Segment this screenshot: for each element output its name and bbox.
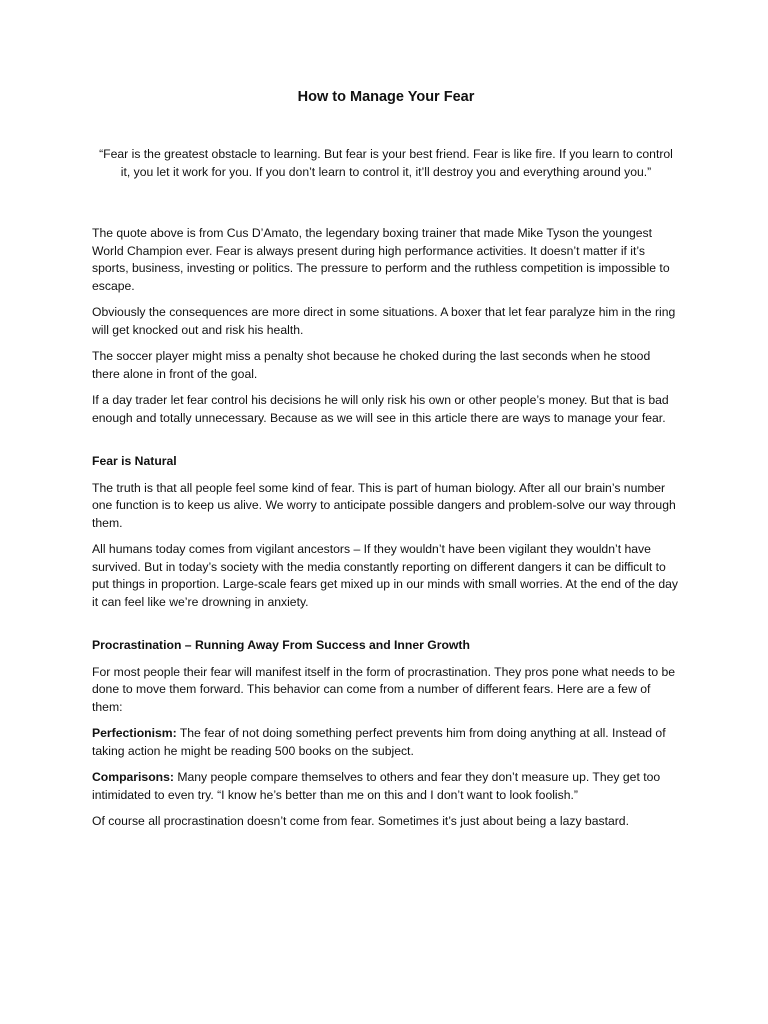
intro-paragraph-4: If a day trader let fear control his decisions he will only risk his own or other people’s money. But that is bad enough and totally unnecessary. Because as we will see in this article there are ways to manage your fear. [92,393,669,425]
section-heading-fear-is-natural: Fear is Natural [92,454,177,468]
section-heading-procrastination: Procrastination – Running Away From Success and Inner Growth [92,638,470,652]
fear-natural-paragraph-2: All humans today comes from vigilant ancestors – If they wouldn’t have been vigilant they wouldn’t have survived. But in today’s society with the media constantly reporting on different dangers it can be difficult to put things in proportion. Large-scale fears get mixed up in our minds with small worries. At the end of the day it can feel like we’re drowning in anxiety. [92,542,678,609]
comparisons-term: Comparisons: [92,770,174,784]
opening-quote: “Fear is the greatest obstacle to learning. But fear is your best friend. Fear is like fire. If you learn to control it, you let it work for you. If you don’t learn to control it, it’ll destroy you and everything around you.” [99,147,673,179]
perfectionism-paragraph [92,725,680,760]
comparisons-text: Many people compare themselves to others and fear they don’t measure up. They get too intimidated to even try. “I know he’s better than me on this and I don’t want to look foolish.” [92,770,661,802]
fear-natural-paragraph-1: The truth is that all people feel some kind of fear. This is part of human biology. After all our brain’s number one function is to keep us alive. We worry to anticipate possible dangers and problem-solve our way through them. [92,480,676,530]
comparisons-paragraph [92,769,680,804]
document-title: How to Manage Your Fear [297,89,475,105]
perfectionism-term: Perfectionism: [92,726,177,740]
procrastination-intro-paragraph: For most people their fear will manifest itself in the form of procrastination. They pros pone what needs to be done to move them forward. This behavior can come from a number of different fears. Here are a few of them: [92,664,676,714]
perfectionism-text: The fear of not doing something perfect prevents him from doing anything at all. Instead of taking action he might be reading 500 books on the subject. [92,726,666,758]
closing-paragraph: Of course all procrastination doesn’t come from fear. Sometimes it’s just about being a lazy bastard. [92,814,629,828]
intro-paragraph-1: The quote above is from Cus D’Amato, the legendary boxing trainer that made Mike Tyson the youngest World Champion ever. Fear is always present during high performance activities. It doesn’t matter if it’s sports, business, investing or politics. The pressure to perform and the ruthless competition is impossible to escape. [92,226,670,293]
intro-paragraph-2: Obviously the consequences are more direct in some situations. A boxer that let fear paralyze him in the ring will get knocked out and risk his health. [92,305,676,337]
intro-paragraph-3: The soccer player might miss a penalty shot because he choked during the last seconds when he stood there alone in front of the goal. [92,349,651,381]
